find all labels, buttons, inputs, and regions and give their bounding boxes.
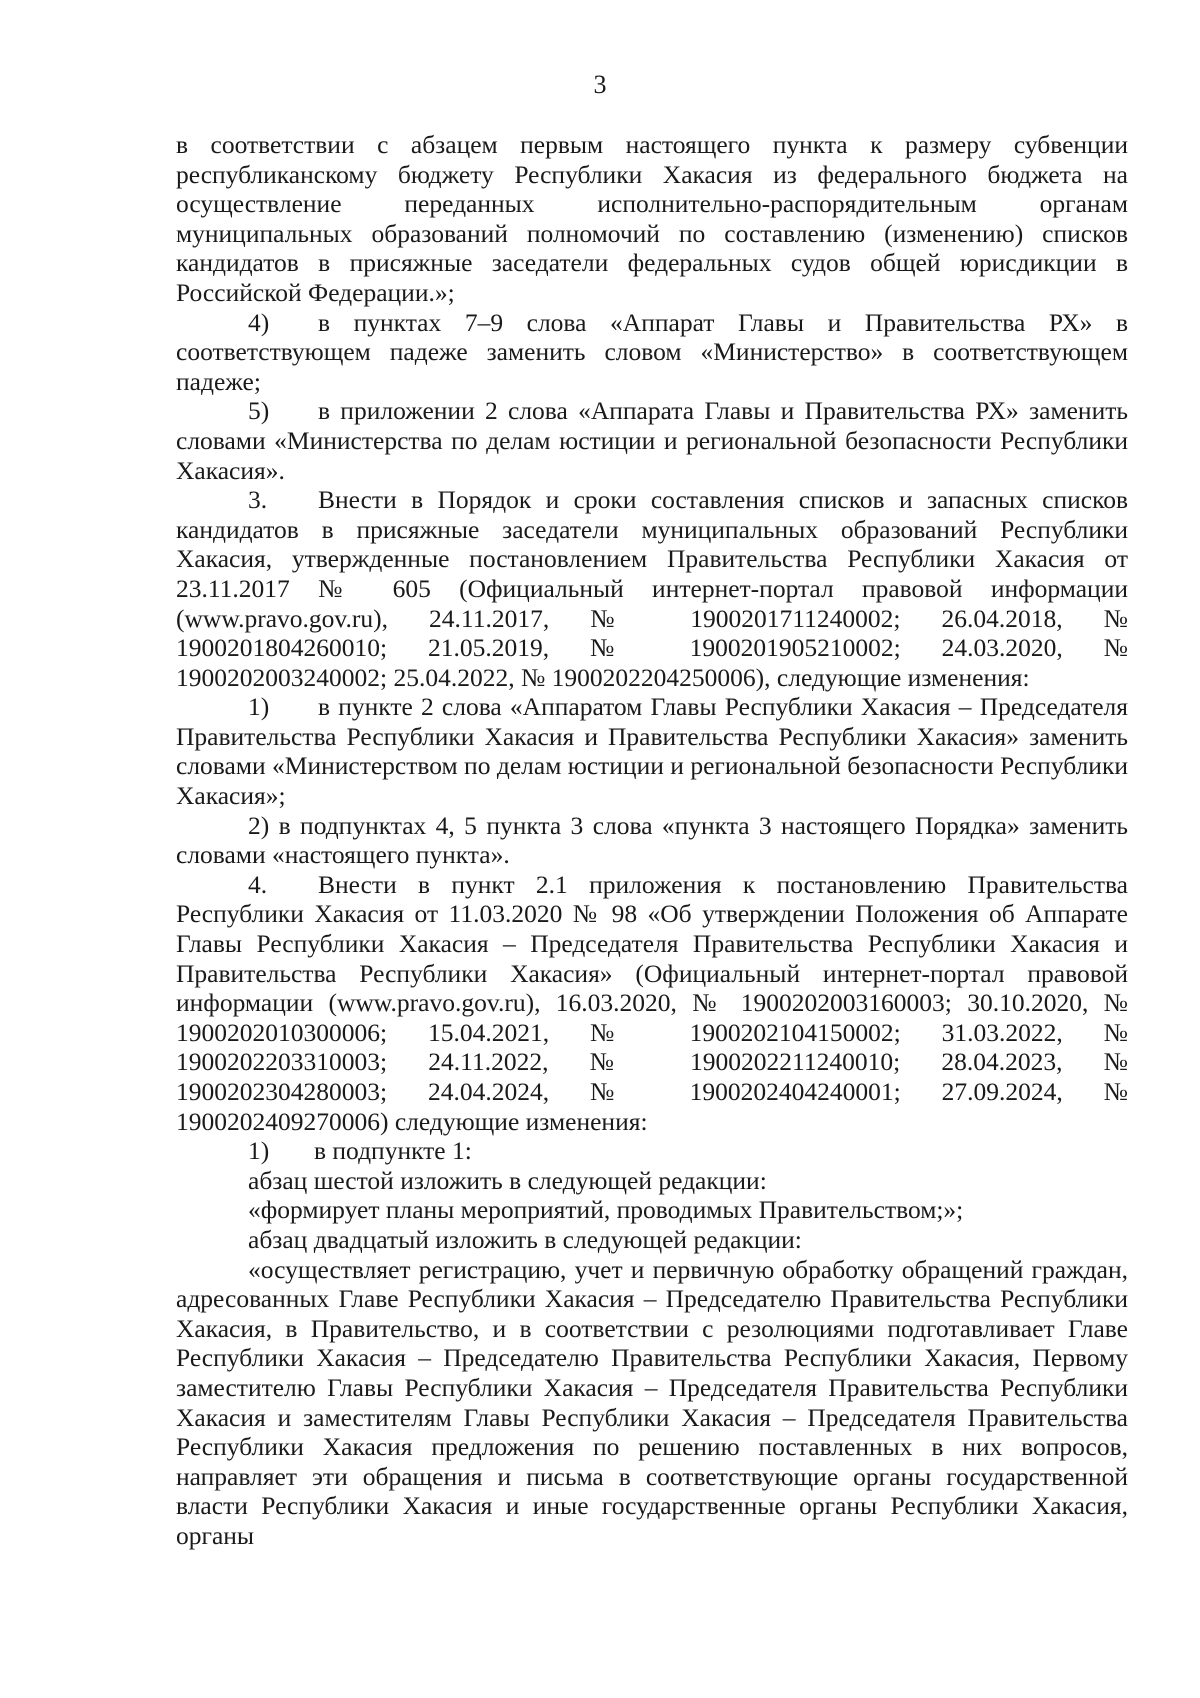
paragraph-text: в пункте 2 слова «Аппаратом Главы Республики Хакасия – Председателя Правительства Республики Хакасия и Правительства Республики Хакасия» заменить словами «Министерством по делам юстиции и региональной безопасности Республики Хакасия»; [176,692,1128,811]
paragraph-text: абзац шестой изложить в следующей редакции: [248,1165,767,1195]
section-number: 3. [248,485,268,515]
paragraph-quote-1 [176,1195,1128,1225]
item-number: 4) [248,307,270,337]
section-number: 4. [248,869,268,899]
paragraph-abzac-20 [176,1225,1128,1255]
paragraph-text: Внести в пункт 2.1 приложения к постановлению Правительства Республики Хакасия от 11.03.2020 № 98 «Об утверждении Положения об Аппарате Главы Республики Хакасия – Председателя Правительства Республики Хакасия и Правительства Республики Хакасия» (Официальный интернет-портал правовой информации (www.pravo.gov.ru), 16.03.2020, № 1900202003160003; 30.10.2020, № 1900202010300006; 15.04.2021, № 1900202104150002; 31.03.2022, № 1900202203310003; 24.11.2022, № 1900202211240010; 28.04.2023, № 1900202304280003; 24.04.2024, № 1900202404240001; 27.09.2024, № 1900202409270006) следующие изменения: [176,869,1128,1136]
paragraph-text: «осуществляет регистрацию, учет и первичную обработку обращений граждан, адресованных Главе Республики Хакасия – Председателю Правительства Республики Хакасия, в Правительство, и в соответствии с резолюциями подготавливает Главе Республики Хакасия – Председателю Правительства Республики Хакасия, Первому заместителю Главы Республики Хакасия – Председателя Правительства Республики Хакасия и заместителям Главы Республики Хакасия – Председателя Правительства Республики Хакасия предложения по решению поставленных в них вопросов, направляет эти обращения и письма в соответствующие органы государственной власти Республики Хакасия и иные государственные органы Республики Хакасия, органы [176,1254,1128,1550]
paragraph-continuation [176,130,1128,308]
paragraph-abzac-6 [176,1166,1128,1196]
item-number: 1) [248,692,270,722]
paragraph-item-1 [176,692,1128,810]
paragraph-text: в подпункте 1: [314,1136,472,1166]
paragraph-item-5 [176,396,1128,485]
item-number: 1) [248,1136,270,1166]
paragraph-subitem-1 [176,1136,1128,1166]
page-number: 3 [593,70,607,99]
paragraph-text: абзац двадцатый изложить в следующей редакции: [248,1224,802,1254]
item-number: 5) [248,396,270,426]
document-body [176,130,1128,1551]
paragraph-text: в пунктах 7–9 слова «Аппарат Главы и Правительства РХ» в соответствующем падеже заменить словом «Министерство» в соответствующем падеже; [176,307,1128,396]
paragraph-text: Внести в Порядок и сроки составления списков и запасных списков кандидатов в присяжные заседатели муниципальных образований Республики Хакасия, утвержденные постановлением Правительства Республики Хакасия от 23.11.2017 № 605 (Официальный интернет-портал правовой информации (www.pravo.gov.ru), 24.11.2017, № 1900201711240002; 26.04.2018, № 1900201804260010; 21.05.2019, № 1900201905210002; 24.03.2020, № 1900202003240002; 25.04.2022, № 1900202204250006), следующие изменения: [176,485,1128,692]
paragraph-section-3 [176,485,1128,692]
paragraph-text: в соответствии с абзацем первым настоящего пункта к размеру субвенции республиканскому бюджету Республики Хакасия из федерального бюджета на осуществление переданных исполнительно-распорядительным органам муниципальных образований полномочий по составлению (изменению) списков кандидатов в присяжные заседатели федеральных судов общей юрисдикции в Российской Федерации.»; [176,130,1128,307]
paragraph-section-4 [176,870,1128,1136]
paragraph-text: «формирует планы мероприятий, проводимых Правительством;»; [248,1195,964,1225]
paragraph-text: в приложении 2 слова «Аппарата Главы и Правительства РХ» заменить словами «Министерства по делам юстиции и региональной безопасности Республики Хакасия». [176,396,1128,485]
paragraph-quote-2 [176,1255,1128,1551]
paragraph-text: 2) в подпунктах 4, 5 пункта 3 слова «пункта 3 настоящего Порядка» заменить словами «настоящего пункта». [176,810,1128,870]
paragraph-item-2 [176,811,1128,870]
paragraph-item-4 [176,308,1128,397]
